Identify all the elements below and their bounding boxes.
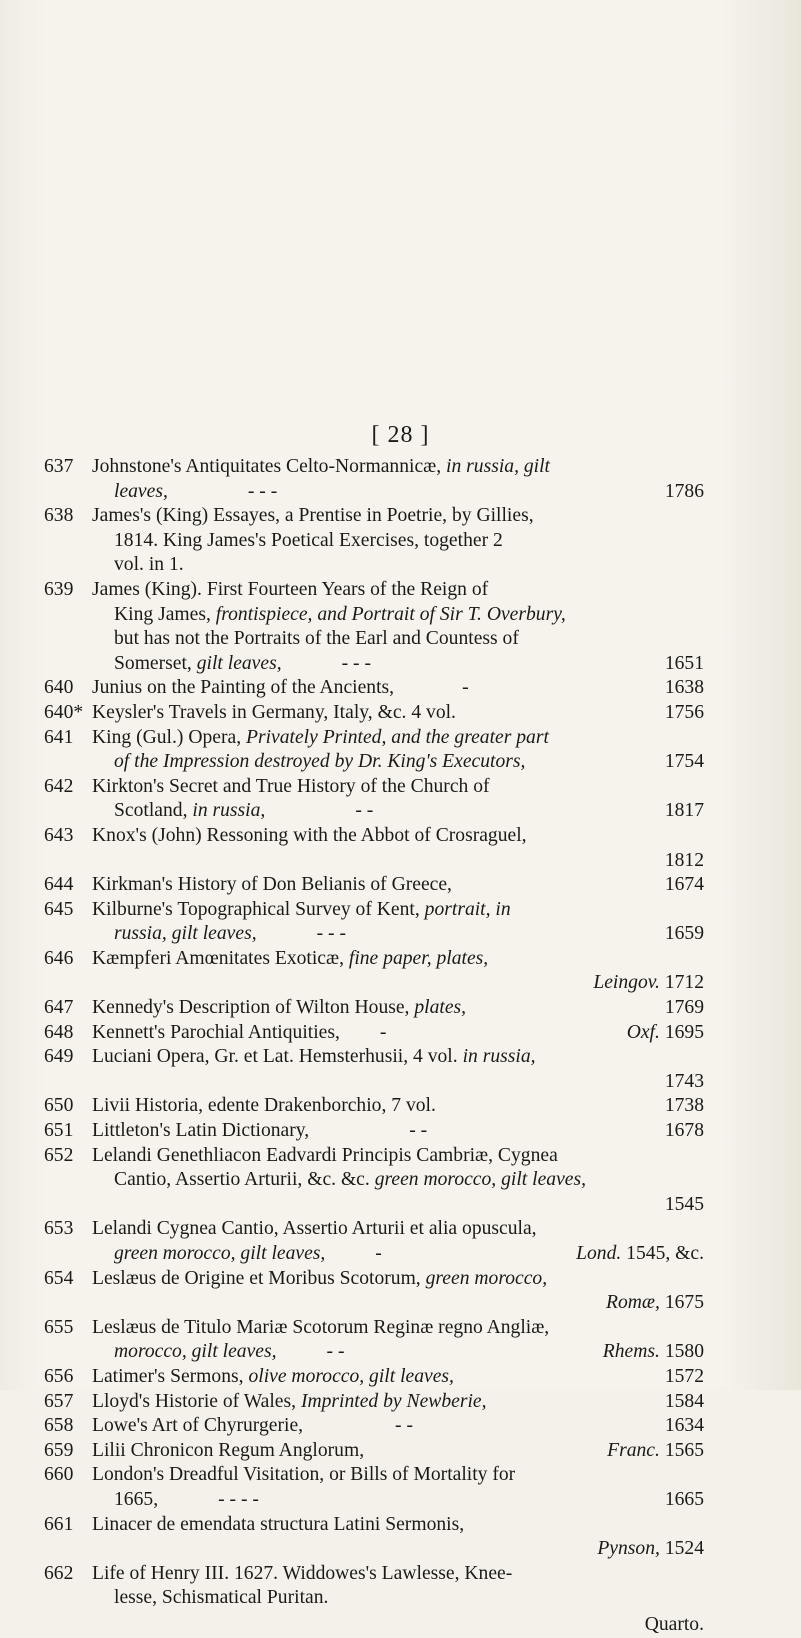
entry-place: Oxf. [626, 1021, 660, 1043]
entry-title-cont: lesse, Schismatical Puritan. [114, 1587, 329, 1609]
entry-title: Kirkton's Secret and True History of the Church of [92, 775, 490, 797]
catalogue-entry-646 [44, 947, 704, 996]
entry-dashes: - - [326, 1341, 345, 1363]
catalogue-entry-661 [44, 1513, 704, 1562]
catalogue-entry-653 [44, 1217, 704, 1266]
entry-number: 658 [44, 1415, 74, 1437]
entry-date: 1651 [664, 652, 704, 674]
entry-number: 646 [44, 947, 74, 969]
catalogue-entry-647 [44, 996, 704, 1021]
entry-binding: morocco, gilt leaves, [114, 1341, 277, 1363]
entry-title: Luciani Opera, Gr. et Lat. Hemsterhusii, 4 vol. [92, 1046, 463, 1068]
entry-number: 650 [44, 1095, 74, 1117]
entry-binding: green morocco, [425, 1267, 548, 1289]
entry-description: fine paper, plates, [348, 947, 489, 969]
entry-place: Romæ, [606, 1292, 660, 1314]
entry-title: Kennedy's Description of Wilton House, [92, 997, 415, 1019]
entry-date: 1769 [664, 997, 704, 1019]
entry-title: Lowe's Art of Chyrurgerie, [92, 1415, 304, 1437]
entry-number: 643 [44, 824, 74, 846]
entry-number: 637 [44, 456, 74, 477]
catchword: Quarto. [644, 1613, 704, 1635]
entry-title-cont: 1814. King James's Poetical Exercises, together 2 [114, 529, 503, 551]
entry-binding: green morocco, gilt leaves, [374, 1169, 586, 1191]
entry-dashes: - - - [316, 923, 346, 945]
entry-binding: in russia, [192, 800, 266, 822]
catalogue-entry-659 [44, 1439, 704, 1464]
entry-date: 1756 [664, 701, 704, 723]
entry-title: London's Dreadful Visitation, or Bills of Mortality for [92, 1464, 516, 1486]
entry-number: 640* [44, 701, 84, 723]
entry-number: 639 [44, 578, 74, 600]
entry-date: 1812 [664, 849, 704, 871]
catalogue-entry-655 [44, 1316, 704, 1365]
entry-date: 1754 [664, 751, 704, 773]
entry-place: Franc. [607, 1439, 660, 1461]
catalogue-entry-648 [44, 1021, 704, 1046]
entry-date: 1572 [664, 1365, 704, 1387]
entry-binding: leaves, [114, 480, 168, 502]
catalogue-entry-637 [44, 455, 704, 504]
catalogue-entry-654 [44, 1267, 704, 1316]
entry-title: James (King). First Fourteen Years of the Reign of [92, 578, 489, 600]
catalogue-entry-658 [44, 1414, 704, 1439]
entry-dashes: - - [409, 1120, 428, 1142]
entry-imprint: Imprinted by Newberie, [300, 1390, 487, 1412]
entry-number: 653 [44, 1218, 74, 1240]
entry-title: Livii Historia, edente Drakenborchio, 7 vol. [92, 1095, 436, 1117]
entry-number: 651 [44, 1120, 74, 1142]
entry-title: Keysler's Travels in Germany, Italy, &c. 4 vol. [92, 701, 456, 723]
entry-date: 1665 [664, 1488, 704, 1510]
entry-title: Leslæus de Origine et Moribus Scotorum, [92, 1267, 426, 1289]
entry-title: Littleton's Latin Dictionary, [92, 1120, 310, 1142]
entry-title: Junius on the Painting of the Ancients, [92, 677, 395, 699]
entry-date: 1545, &c. [626, 1243, 704, 1264]
entry-date: 1674 [664, 874, 704, 896]
entry-number: 655 [44, 1316, 74, 1338]
entry-title: Lelandi Cygnea Cantio, Assertio Arturii et alia opuscula, [92, 1218, 537, 1240]
catalogue-entry-641 [44, 726, 704, 775]
entry-number: 661 [44, 1513, 74, 1535]
entry-number: 642 [44, 775, 74, 797]
entry-title: Kilburne's Topographical Survey of Kent, [92, 898, 425, 920]
entry-title: Latimer's Sermons, [92, 1365, 249, 1387]
entry-title: Kæmpferi Amœnitates Exoticæ, [92, 947, 349, 969]
entry-date: 1743 [664, 1070, 704, 1092]
entry-date: 1659 [664, 923, 704, 945]
entry-number: 660 [44, 1464, 74, 1486]
entry-description: frontispiece, and Portrait of Sir T. Overbury, [215, 603, 566, 625]
catalogue-entry-640 [44, 676, 704, 701]
entry-binding: gilt leaves, [196, 652, 282, 674]
catalogue-entry-644 [44, 873, 704, 898]
entry-title: Linacer de emendata structura Latini Sermonis, [92, 1513, 465, 1535]
entry-dashes: - - [355, 800, 374, 822]
entry-binding: russia, gilt leaves, [114, 923, 257, 945]
entry-dashes: - - [395, 1415, 413, 1437]
entry-binding: in russia, gilt [446, 456, 550, 477]
entry-dashes: - [375, 1243, 382, 1264]
entry-title: Life of Henry III. 1627. Widdowes's Lawlesse, Knee- [92, 1562, 513, 1584]
entry-title-cont: 1665, [114, 1488, 159, 1510]
entry-place: Rhems. [602, 1341, 660, 1363]
entry-dashes: - - - [247, 480, 278, 502]
entry-description: of the Impression destroyed by Dr. King's Executors, [114, 751, 526, 773]
entry-title: King (Gul.) Opera, [92, 726, 246, 748]
entry-title: Lloyd's Historie of Wales, [92, 1390, 301, 1412]
entry-number: 652 [44, 1144, 74, 1166]
entry-date: 1524 [664, 1538, 704, 1560]
entry-date: 1545 [664, 1193, 704, 1215]
entry-number: 656 [44, 1365, 74, 1387]
entry-date: 1786 [664, 480, 704, 502]
entry-place: Pynson, [597, 1538, 660, 1560]
catalogue-entry-656 [44, 1365, 704, 1390]
entry-number: 647 [44, 997, 74, 1019]
entry-title: Leslæus de Titulo Mariæ Scotorum Reginæ regno Angliæ, [92, 1316, 550, 1338]
entry-place: Lond. [576, 1243, 622, 1264]
entry-date: 1738 [664, 1095, 704, 1117]
entry-number: 645 [44, 898, 74, 920]
catalogue-entry-652 [44, 1144, 704, 1218]
entry-dashes: - [379, 1021, 387, 1043]
catalogue-entry-651 [44, 1119, 704, 1144]
catalogue-entries [44, 455, 704, 1638]
entry-date: 1712 [664, 972, 704, 994]
entry-number: 654 [44, 1267, 74, 1289]
entry-date: 1678 [664, 1120, 704, 1142]
entry-number: 649 [44, 1046, 74, 1068]
entry-description: plates, [414, 997, 467, 1019]
entry-binding: in russia, [462, 1046, 536, 1068]
catalogue-entry-660 [44, 1463, 704, 1512]
page-number-header: [ 28 ] [371, 422, 430, 448]
entry-description: Privately Printed, and the greater part [246, 726, 549, 748]
catalogue-entry-645 [44, 898, 704, 947]
entry-title: James's (King) Essayes, a Prentise in Poetrie, by Gillies, [92, 505, 534, 527]
entry-dashes: - - - - [218, 1488, 259, 1510]
catalogue-entry-640-star [44, 701, 704, 726]
entry-title: Knox's (John) Ressoning with the Abbot of Crosraguel, [92, 824, 527, 846]
catalogue-entry-639 [44, 578, 704, 676]
entry-title-cont: but has not the Portraits of the Earl and Countess of [114, 628, 519, 650]
entry-title-cont: vol. in 1. [114, 554, 184, 576]
entry-title: Kirkman's History of Don Belianis of Greece, [92, 874, 452, 896]
entry-number: 662 [44, 1562, 74, 1584]
entry-title-cont: Somerset, [114, 652, 197, 674]
entry-dashes: - - - [341, 652, 371, 674]
entry-title: Lilii Chronicon Regum Anglorum, [92, 1439, 365, 1461]
entry-number: 644 [44, 874, 74, 896]
entry-date: 1565 [664, 1439, 704, 1461]
catalogue-entry-649 [44, 1045, 704, 1094]
entry-date: 1584 [664, 1390, 704, 1412]
entry-title: Johnstone's Antiquitates Celto-Normannicæ, [92, 456, 447, 477]
entry-number: 640 [44, 677, 74, 699]
catalogue-entry-638 [44, 504, 704, 578]
entry-number: 641 [44, 726, 74, 748]
entry-date: 1675 [664, 1292, 704, 1314]
entry-binding: green morocco, gilt leaves, [114, 1243, 326, 1264]
entry-dashes: - [462, 677, 469, 699]
entry-number: 659 [44, 1439, 74, 1461]
entry-number: 657 [44, 1390, 74, 1412]
entry-number: 638 [44, 505, 74, 527]
catalogue-entry-643 [44, 824, 704, 873]
entry-date: 1817 [664, 800, 704, 822]
entry-date: 1634 [664, 1415, 704, 1437]
entry-title-cont: King James, [114, 603, 216, 625]
entry-binding: olive morocco, gilt leaves, [248, 1365, 454, 1387]
entry-number: 648 [44, 1021, 74, 1043]
catalogue-entry-657 [44, 1390, 704, 1415]
entry-place: Leingov. [593, 972, 660, 994]
entry-description: portrait, in [424, 898, 511, 920]
entry-title-cont: Scotland, [114, 800, 193, 822]
entry-date: 1580 [664, 1341, 704, 1363]
entry-date: 1695 [664, 1021, 704, 1043]
catalogue-entry-642 [44, 775, 704, 824]
catalogue-entry-650 [44, 1094, 704, 1119]
catalogue-entry-662 [44, 1562, 704, 1611]
entry-title: Lelandi Genethliacon Eadvardi Principis Cambriæ, Cygnea [92, 1144, 558, 1166]
entry-title-cont: Cantio, Assertio Arturii, &c. &c. [114, 1169, 375, 1191]
entry-title: Kennett's Parochial Antiquities, [92, 1021, 340, 1043]
entry-date: 1638 [664, 677, 704, 699]
